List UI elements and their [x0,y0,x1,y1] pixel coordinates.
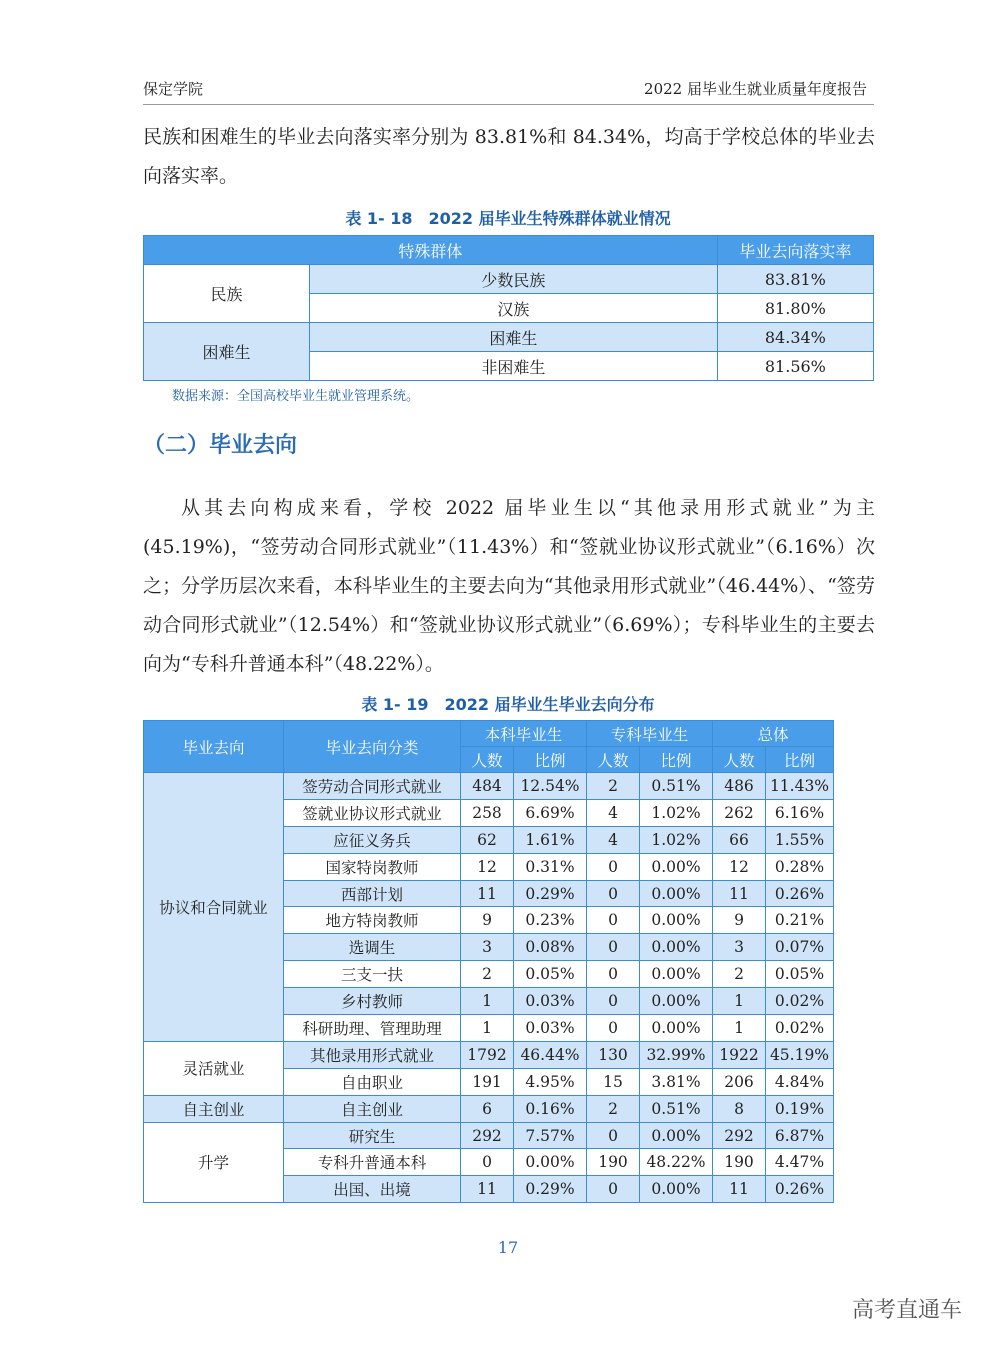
t2-value-cell: 0.00% [640,1122,713,1149]
t2-value-cell: 0.07% [766,934,834,961]
header-divider [143,104,874,105]
t2-value-cell: 130 [587,1041,640,1068]
t2-sub-ratio: 比例 [514,747,587,773]
t2-category-cell: 三支一扶 [284,961,461,988]
t2-value-cell: 0.00% [640,961,713,988]
t2-value-cell: 0 [587,1122,640,1149]
t2-value-cell: 2 [461,961,514,988]
t2-value-cell: 1.61% [514,826,587,853]
t1-row-rate: 84.34% [717,323,873,352]
t2-value-cell: 48.22% [640,1149,713,1176]
watermark-text: 高考直通车 [851,1298,962,1323]
t2-value-cell: 0.02% [766,1015,834,1042]
t2-value-cell: 0.03% [514,1015,587,1042]
t2-value-cell: 66 [713,826,766,853]
t1-group-name: 民族 [144,265,310,323]
t2-value-cell: 292 [713,1122,766,1149]
t2-value-cell: 258 [461,799,514,826]
t2-value-cell: 0.00% [640,880,713,907]
t2-value-cell: 0.03% [514,988,587,1015]
t2-value-cell: 190 [713,1149,766,1176]
t2-value-cell: 8 [713,1095,766,1122]
t2-value-cell: 0.26% [766,1176,834,1203]
t2-value-cell: 0.02% [766,988,834,1015]
table2-caption: 表 1- 19 2022 届毕业生毕业去向分布 [361,695,655,714]
t2-value-cell: 62 [461,826,514,853]
t2-value-cell: 11 [713,1176,766,1203]
t2-value-cell: 0 [587,907,640,934]
t2-value-cell: 2 [713,961,766,988]
table1-caption: 表 1- 18 2022 届毕业生特殊群体就业情况 [345,209,671,228]
t2-value-cell: 0 [587,880,640,907]
t2-value-cell: 12.54% [514,773,587,800]
t2-value-cell: 4.95% [514,1068,587,1095]
t2-category-cell: 其他录用形式就业 [284,1041,461,1068]
t2-value-cell: 4.47% [766,1149,834,1176]
t2-value-cell: 32.99% [640,1041,713,1068]
t2-value-cell: 11 [461,880,514,907]
t2-value-cell: 15 [587,1068,640,1095]
t1-row-label: 非困难生 [310,352,718,381]
t2-value-cell: 12 [713,853,766,880]
t2-value-cell: 0.29% [514,1176,587,1203]
t2-value-cell: 6.69% [514,799,587,826]
t2-value-cell: 0 [587,1176,640,1203]
t2-value-cell: 0.05% [766,961,834,988]
t2-value-cell: 0.00% [640,853,713,880]
t2-value-cell: 4.84% [766,1068,834,1095]
t2-value-cell: 11 [461,1176,514,1203]
table-row [144,1122,834,1149]
t1-row-label: 困难生 [310,323,718,352]
t2-direction-cell: 灵活就业 [144,1041,284,1095]
t2-value-cell: 191 [461,1068,514,1095]
t2-value-cell: 6.87% [766,1122,834,1149]
t2-value-cell: 45.19% [766,1041,834,1068]
t2-value-cell: 292 [461,1122,514,1149]
t2-value-cell: 9 [713,907,766,934]
t2-value-cell: 46.44% [514,1041,587,1068]
t2-value-cell: 2 [587,1095,640,1122]
t2-value-cell: 0.00% [640,1176,713,1203]
t2-value-cell: 6 [461,1095,514,1122]
t2-direction-cell: 自主创业 [144,1095,284,1122]
t2-category-cell: 专科升普通本科 [284,1149,461,1176]
t2-value-cell: 0.00% [640,907,713,934]
t2-category-cell: 科研助理、管理助理 [284,1015,461,1042]
special-group-table [143,235,874,381]
table1-source-note: 数据来源：全国高校毕业生就业管理系统。 [172,389,420,404]
t2-value-cell: 0.51% [640,773,713,800]
t2-header-category: 毕业去向分类 [284,721,461,773]
t2-value-cell: 6.16% [766,799,834,826]
t2-category-cell: 出国、出境 [284,1176,461,1203]
t2-value-cell: 0 [587,853,640,880]
t2-header-undergrad: 本科毕业生 [461,721,587,747]
t2-value-cell: 0 [587,961,640,988]
section-title: （二）毕业去向 [143,433,298,458]
t2-category-cell: 签就业协议形式就业 [284,799,461,826]
t2-sub-count: 人数 [461,747,514,773]
t2-header-total: 总体 [713,721,834,747]
t2-value-cell: 0.19% [766,1095,834,1122]
t2-value-cell: 190 [587,1149,640,1176]
t2-value-cell: 1.02% [640,826,713,853]
table-row [144,1041,834,1068]
t1-row-rate: 81.80% [717,294,873,323]
t2-value-cell: 7.57% [514,1122,587,1149]
t2-value-cell: 9 [461,907,514,934]
t2-value-cell: 3 [713,934,766,961]
t2-value-cell: 0.51% [640,1095,713,1122]
t2-value-cell: 0.08% [514,934,587,961]
t2-value-cell: 0 [587,1015,640,1042]
t2-category-cell: 自主创业 [284,1095,461,1122]
t2-value-cell: 1 [461,1015,514,1042]
t2-value-cell: 0.21% [766,907,834,934]
t2-value-cell: 484 [461,773,514,800]
header-report-title: 2022 届毕业生就业质量年度报告 [644,80,867,98]
t2-category-cell: 自由职业 [284,1068,461,1095]
t2-value-cell: 2 [587,773,640,800]
t1-row-label: 少数民族 [310,265,718,294]
t2-category-cell: 应征义务兵 [284,826,461,853]
t2-value-cell: 11 [713,880,766,907]
t2-value-cell: 1.55% [766,826,834,853]
t2-value-cell: 1.02% [640,799,713,826]
t2-value-cell: 11.43% [766,773,834,800]
t2-body [144,773,834,1203]
t2-value-cell: 0 [587,934,640,961]
t2-header-direction: 毕业去向 [144,721,284,773]
paragraph-intro: 民族和困难生的毕业去向落实率分别为 83.81%和 84.34%，均高于学校总体的毕业去向落实率。 [143,126,875,187]
t2-value-cell: 262 [713,799,766,826]
t2-value-cell: 0.23% [514,907,587,934]
t2-value-cell: 0.31% [514,853,587,880]
t2-sub-count: 人数 [713,747,766,773]
t2-value-cell: 1 [713,988,766,1015]
t2-sub-ratio: 比例 [640,747,713,773]
t2-value-cell: 486 [713,773,766,800]
t2-category-cell: 签劳动合同形式就业 [284,773,461,800]
t1-header-group: 特殊群体 [144,236,718,265]
t2-value-cell: 0.16% [514,1095,587,1122]
t2-category-cell: 研究生 [284,1122,461,1149]
table-row [144,1095,834,1122]
t2-category-cell: 西部计划 [284,880,461,907]
t2-category-cell: 选调生 [284,934,461,961]
t2-direction-cell: 升学 [144,1122,284,1203]
t2-value-cell: 0.00% [640,988,713,1015]
t2-value-cell: 0.29% [514,880,587,907]
t2-value-cell: 4 [587,799,640,826]
table-row [144,773,834,800]
t2-value-cell: 0.28% [766,853,834,880]
t2-value-cell: 0 [587,988,640,1015]
header-school: 保定学院 [143,80,204,98]
t2-category-cell: 国家特岗教师 [284,853,461,880]
t2-value-cell: 0.26% [766,880,834,907]
t2-sub-count: 人数 [587,747,640,773]
paragraph-destinations: 从其去向构成来看，学校 2022 届毕业生以“其他录用形式就业”为主(45.19%)，“签劳动合同形式就业”（11.43%）和“签就业协议形式就业”（6.16%）次之；分学历层次来看，本科毕业生的主要去向为“其他录用形式就业”（46.44%）、“签劳动合同形式就业”（12.54%）和“签就业协议形式就业”（6.69%）；专科毕业生的主要去向为“专科升普通本科”（48.22%）。 [143,497,875,675]
t1-row-label: 汉族 [310,294,718,323]
t2-category-cell: 乡村教师 [284,988,461,1015]
t2-header-junior: 专科毕业生 [587,721,713,747]
t2-value-cell: 1792 [461,1041,514,1068]
t2-value-cell: 1 [713,1015,766,1042]
t2-value-cell: 0.00% [514,1149,587,1176]
t1-header-rate: 毕业去向落实率 [717,236,873,265]
t1-row-rate: 83.81% [717,265,873,294]
t1-row-rate: 81.56% [717,352,873,381]
t2-value-cell: 4 [587,826,640,853]
t2-direction-cell: 协议和合同就业 [144,773,284,1042]
t2-value-cell: 1 [461,988,514,1015]
t2-value-cell: 3 [461,934,514,961]
page-number: 17 [497,1238,519,1257]
t2-value-cell: 3.81% [640,1068,713,1095]
t2-value-cell: 0.05% [514,961,587,988]
t1-group-name: 困难生 [144,323,310,381]
destination-distribution-table [143,720,834,1203]
t2-value-cell: 0.00% [640,1015,713,1042]
t2-value-cell: 12 [461,853,514,880]
t2-sub-ratio: 比例 [766,747,834,773]
t2-value-cell: 1922 [713,1041,766,1068]
t2-value-cell: 0.00% [640,934,713,961]
t2-value-cell: 206 [713,1068,766,1095]
t2-category-cell: 地方特岗教师 [284,907,461,934]
t2-value-cell: 0 [461,1149,514,1176]
